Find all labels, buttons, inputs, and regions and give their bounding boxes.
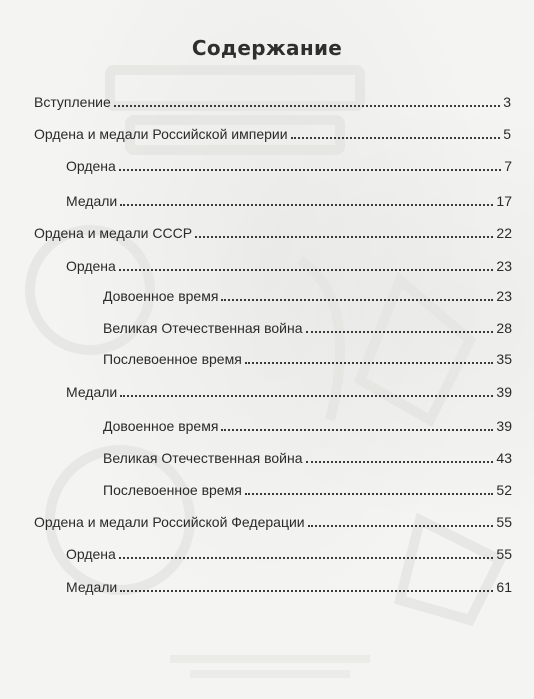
- toc-entry: [66, 155, 512, 175]
- dot-leader: [119, 169, 501, 171]
- toc-entry: [34, 511, 512, 531]
- dot-leader: [306, 461, 494, 463]
- toc-entry-page: 43: [496, 450, 512, 466]
- toc-entry: [34, 222, 512, 242]
- toc-entry-page: 35: [496, 351, 512, 367]
- toc-entry: [34, 123, 511, 143]
- toc-entry-label: Медали: [66, 384, 118, 400]
- toc-entry-label: Медали: [66, 193, 118, 209]
- toc-entry: [66, 543, 512, 563]
- toc-entry-label: Довоенное время: [103, 418, 219, 434]
- dot-leader: [221, 429, 493, 431]
- toc-entry-label: Вступление: [34, 94, 111, 110]
- dot-leader: [195, 236, 493, 238]
- toc-entry: [66, 190, 512, 210]
- toc-entry-label: Медали: [66, 579, 118, 595]
- toc-entry: [103, 285, 512, 305]
- dot-leader: [119, 269, 494, 271]
- toc-entry-page: 17: [496, 193, 512, 209]
- toc-entry: [34, 91, 511, 111]
- toc-entry-page: 3: [503, 94, 511, 110]
- dot-leader: [291, 137, 501, 139]
- toc-entry-page: 23: [496, 258, 512, 274]
- page-title: Содержание: [191, 36, 343, 60]
- toc-entry: [103, 447, 512, 467]
- dot-leader: [221, 299, 493, 301]
- dot-leader: [120, 395, 493, 397]
- toc-entry-page: 23: [496, 288, 512, 304]
- toc-entry-page: 55: [496, 546, 512, 562]
- toc-entry: [103, 479, 512, 499]
- toc-entry: [66, 255, 512, 275]
- toc-entry-label: Послевоенное время: [103, 351, 242, 367]
- toc-entry-page: 39: [496, 418, 512, 434]
- toc-entry-page: 22: [496, 225, 512, 241]
- dot-leader: [308, 525, 494, 527]
- toc-entry: [66, 381, 512, 401]
- toc-entry-page: 39: [496, 384, 512, 400]
- toc-entry-label: Ордена и медали СССР: [34, 225, 193, 241]
- toc-entry: [66, 576, 512, 596]
- dot-leader: [114, 105, 500, 107]
- toc-entry-label: Довоенное время: [103, 288, 219, 304]
- dot-leader: [245, 362, 494, 364]
- toc-entry-label: Ордена и медали Российской империи: [34, 126, 288, 142]
- toc-entry-label: Послевоенное время: [103, 482, 242, 498]
- dot-leader: [306, 331, 494, 333]
- toc-entry-label: Ордена и медали Российской Федерации: [34, 514, 305, 530]
- dot-leader: [120, 590, 493, 592]
- toc-entry: [103, 348, 512, 368]
- toc-entry: [103, 317, 512, 337]
- toc-entry-label: Ордена: [66, 258, 116, 274]
- toc-entry-label: Ордена: [66, 158, 116, 174]
- toc-entry-label: Великая Отечественная война: [103, 450, 303, 466]
- dot-leader: [119, 557, 494, 559]
- toc-entry-label: Великая Отечественная война: [103, 320, 303, 336]
- toc-entry-label: Ордена: [66, 546, 116, 562]
- toc-entry-page: 7: [504, 158, 512, 174]
- dot-leader: [120, 204, 493, 206]
- toc-entry: [103, 415, 512, 435]
- toc-entry-page: 55: [496, 514, 512, 530]
- toc-entry-page: 52: [496, 482, 512, 498]
- toc-entry-page: 28: [496, 320, 512, 336]
- dot-leader: [245, 493, 494, 495]
- toc-entry-page: 5: [503, 126, 511, 142]
- toc-entry-page: 61: [496, 579, 512, 595]
